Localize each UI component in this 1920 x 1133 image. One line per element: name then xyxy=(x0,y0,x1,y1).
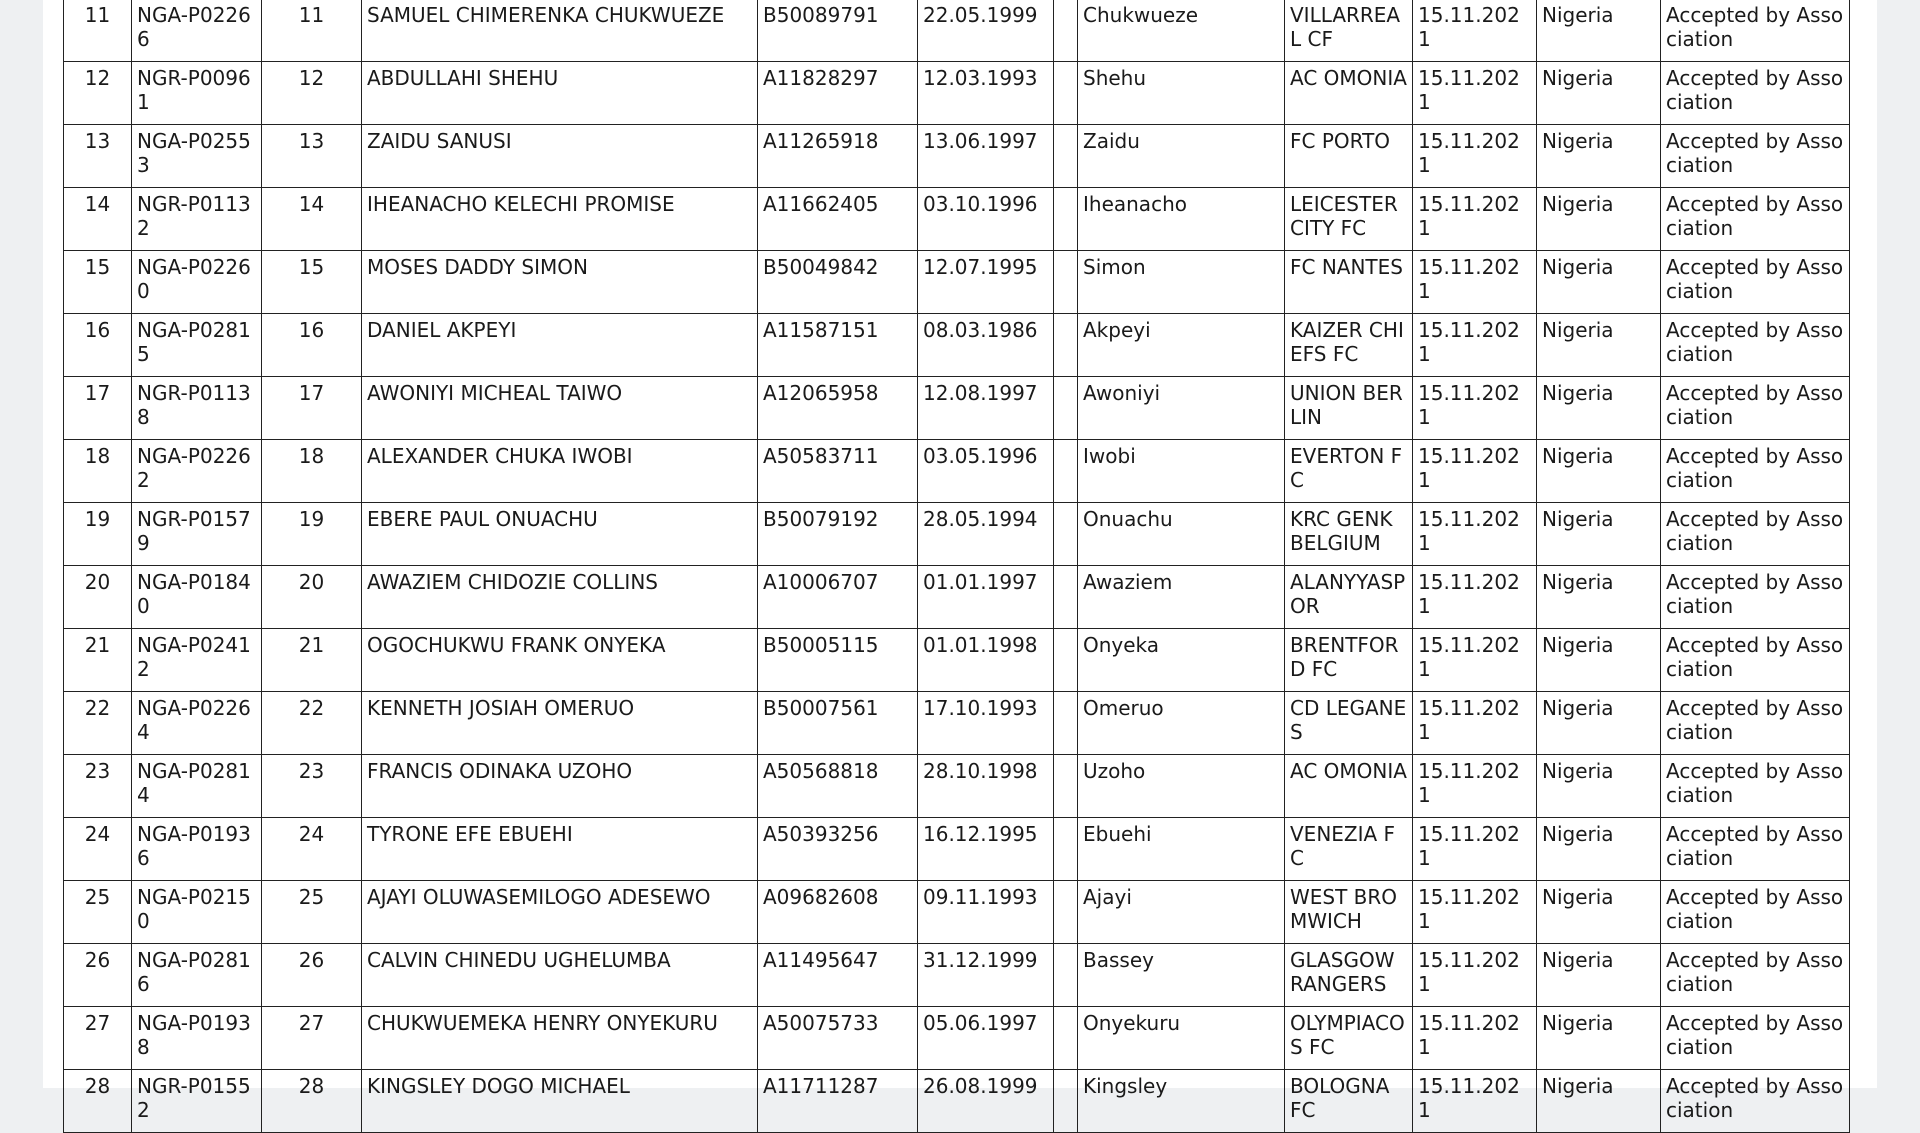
country: Nigeria xyxy=(1537,377,1661,440)
table-row xyxy=(64,818,1850,881)
passport-number: A50075733 xyxy=(758,1007,918,1070)
club-name: LEICESTER CITY FC xyxy=(1285,188,1413,251)
player-id: NGR-P01138 xyxy=(132,377,262,440)
row-number: 25 xyxy=(64,881,132,944)
player-short-name: Chukwueze xyxy=(1078,0,1285,62)
player-id: NGA-P01936 xyxy=(132,818,262,881)
shirt-number: 18 xyxy=(262,440,362,503)
player-full-name: AJAYI OLUWASEMILOGO ADESEWO xyxy=(362,881,758,944)
table-row xyxy=(64,1070,1850,1133)
country: Nigeria xyxy=(1537,944,1661,1007)
club-name: WEST BROMWICH xyxy=(1285,881,1413,944)
row-number: 20 xyxy=(64,566,132,629)
table-row xyxy=(64,377,1850,440)
row-number: 23 xyxy=(64,755,132,818)
club-name: AC OMONIA xyxy=(1285,755,1413,818)
date-of-birth: 01.01.1998 xyxy=(918,629,1054,692)
player-short-name: Onyekuru xyxy=(1078,1007,1285,1070)
passport-number: A12065958 xyxy=(758,377,918,440)
registration-status: Accepted by Association xyxy=(1661,251,1850,314)
registration-date: 15.11.2021 xyxy=(1413,881,1537,944)
row-number: 22 xyxy=(64,692,132,755)
registration-date: 15.11.2021 xyxy=(1413,1007,1537,1070)
table-row xyxy=(64,629,1850,692)
player-full-name: KINGSLEY DOGO MICHAEL xyxy=(362,1070,758,1133)
registration-status: Accepted by Association xyxy=(1661,314,1850,377)
registration-date: 15.11.2021 xyxy=(1413,377,1537,440)
player-short-name: Ajayi xyxy=(1078,881,1285,944)
row-number: 14 xyxy=(64,188,132,251)
player-short-name: Onyeka xyxy=(1078,629,1285,692)
registration-date: 15.11.2021 xyxy=(1413,251,1537,314)
country: Nigeria xyxy=(1537,440,1661,503)
player-id: NGR-P01132 xyxy=(132,188,262,251)
table-row xyxy=(64,881,1850,944)
passport-number: A50568818 xyxy=(758,755,918,818)
row-number: 24 xyxy=(64,818,132,881)
player-short-name: Bassey xyxy=(1078,944,1285,1007)
empty-cell xyxy=(1054,62,1078,125)
club-name: BOLOGNA FC xyxy=(1285,1070,1413,1133)
registration-status: Accepted by Association xyxy=(1661,1070,1850,1133)
player-full-name: DANIEL AKPEYI xyxy=(362,314,758,377)
empty-cell xyxy=(1054,566,1078,629)
empty-cell xyxy=(1054,125,1078,188)
passport-number: B50005115 xyxy=(758,629,918,692)
date-of-birth: 26.08.1999 xyxy=(918,1070,1054,1133)
passport-number: A50583711 xyxy=(758,440,918,503)
row-number: 19 xyxy=(64,503,132,566)
country: Nigeria xyxy=(1537,125,1661,188)
player-id: NGA-P01840 xyxy=(132,566,262,629)
player-short-name: Shehu xyxy=(1078,62,1285,125)
table-row xyxy=(64,251,1850,314)
registration-status: Accepted by Association xyxy=(1661,629,1850,692)
registration-status: Accepted by Association xyxy=(1661,125,1850,188)
shirt-number: 28 xyxy=(262,1070,362,1133)
player-full-name: ABDULLAHI SHEHU xyxy=(362,62,758,125)
date-of-birth: 13.06.1997 xyxy=(918,125,1054,188)
registration-status: Accepted by Association xyxy=(1661,818,1850,881)
player-full-name: TYRONE EFE EBUEHI xyxy=(362,818,758,881)
date-of-birth: 17.10.1993 xyxy=(918,692,1054,755)
registration-status: Accepted by Association xyxy=(1661,62,1850,125)
passport-number: A09682608 xyxy=(758,881,918,944)
country: Nigeria xyxy=(1537,251,1661,314)
registration-date: 15.11.2021 xyxy=(1413,188,1537,251)
player-full-name: ZAIDU SANUSI xyxy=(362,125,758,188)
registration-date: 15.11.2021 xyxy=(1413,629,1537,692)
passport-number: A11587151 xyxy=(758,314,918,377)
player-short-name: Iwobi xyxy=(1078,440,1285,503)
player-short-name: Simon xyxy=(1078,251,1285,314)
country: Nigeria xyxy=(1537,1007,1661,1070)
roster-body xyxy=(64,0,1850,1133)
date-of-birth: 31.12.1999 xyxy=(918,944,1054,1007)
empty-cell xyxy=(1054,251,1078,314)
passport-number: B50007561 xyxy=(758,692,918,755)
empty-cell xyxy=(1054,944,1078,1007)
club-name: UNION BERLIN xyxy=(1285,377,1413,440)
player-id: NGR-P00961 xyxy=(132,62,262,125)
date-of-birth: 16.12.1995 xyxy=(918,818,1054,881)
player-id: NGA-P02266 xyxy=(132,0,262,62)
empty-cell xyxy=(1054,440,1078,503)
table-row xyxy=(64,188,1850,251)
shirt-number: 24 xyxy=(262,818,362,881)
empty-cell xyxy=(1054,629,1078,692)
empty-cell xyxy=(1054,1070,1078,1133)
country: Nigeria xyxy=(1537,62,1661,125)
country: Nigeria xyxy=(1537,1070,1661,1133)
empty-cell xyxy=(1054,314,1078,377)
shirt-number: 17 xyxy=(262,377,362,440)
table-row xyxy=(64,692,1850,755)
player-id: NGA-P02816 xyxy=(132,944,262,1007)
club-name: VENEZIA FC xyxy=(1285,818,1413,881)
shirt-number: 20 xyxy=(262,566,362,629)
passport-number: A11495647 xyxy=(758,944,918,1007)
shirt-number: 22 xyxy=(262,692,362,755)
player-short-name: Akpeyi xyxy=(1078,314,1285,377)
player-short-name: Awoniyi xyxy=(1078,377,1285,440)
date-of-birth: 03.10.1996 xyxy=(918,188,1054,251)
registration-date: 15.11.2021 xyxy=(1413,566,1537,629)
country: Nigeria xyxy=(1537,0,1661,62)
player-id: NGA-P02553 xyxy=(132,125,262,188)
registration-date: 15.11.2021 xyxy=(1413,314,1537,377)
registration-date: 15.11.2021 xyxy=(1413,944,1537,1007)
table-row xyxy=(64,125,1850,188)
table-row xyxy=(64,755,1850,818)
registration-status: Accepted by Association xyxy=(1661,692,1850,755)
table-row xyxy=(64,0,1850,62)
club-name: EVERTON FC xyxy=(1285,440,1413,503)
empty-cell xyxy=(1054,1007,1078,1070)
registration-date: 15.11.2021 xyxy=(1413,0,1537,62)
registration-status: Accepted by Association xyxy=(1661,881,1850,944)
club-name: ALANYYASPOR xyxy=(1285,566,1413,629)
shirt-number: 21 xyxy=(262,629,362,692)
registration-date: 15.11.2021 xyxy=(1413,1070,1537,1133)
shirt-number: 25 xyxy=(262,881,362,944)
date-of-birth: 01.01.1997 xyxy=(918,566,1054,629)
registration-status: Accepted by Association xyxy=(1661,188,1850,251)
registration-date: 15.11.2021 xyxy=(1413,440,1537,503)
row-number: 15 xyxy=(64,251,132,314)
shirt-number: 27 xyxy=(262,1007,362,1070)
player-full-name: EBERE PAUL ONUACHU xyxy=(362,503,758,566)
empty-cell xyxy=(1054,0,1078,62)
row-number: 11 xyxy=(64,0,132,62)
player-full-name: OGOCHUKWU FRANK ONYEKA xyxy=(362,629,758,692)
shirt-number: 26 xyxy=(262,944,362,1007)
club-name: CD LEGANES xyxy=(1285,692,1413,755)
shirt-number: 16 xyxy=(262,314,362,377)
player-full-name: SAMUEL CHIMERENKA CHUKWUEZE xyxy=(362,0,758,62)
row-number: 28 xyxy=(64,1070,132,1133)
row-number: 21 xyxy=(64,629,132,692)
passport-number: B50079192 xyxy=(758,503,918,566)
player-full-name: ALEXANDER CHUKA IWOBI xyxy=(362,440,758,503)
player-short-name: Zaidu xyxy=(1078,125,1285,188)
club-name: BRENTFORD FC xyxy=(1285,629,1413,692)
shirt-number: 11 xyxy=(262,0,362,62)
country: Nigeria xyxy=(1537,629,1661,692)
country: Nigeria xyxy=(1537,188,1661,251)
country: Nigeria xyxy=(1537,503,1661,566)
registration-date: 15.11.2021 xyxy=(1413,503,1537,566)
player-id: NGA-P02814 xyxy=(132,755,262,818)
date-of-birth: 03.05.1996 xyxy=(918,440,1054,503)
shirt-number: 13 xyxy=(262,125,362,188)
empty-cell xyxy=(1054,818,1078,881)
player-roster-table xyxy=(63,0,1850,1133)
empty-cell xyxy=(1054,881,1078,944)
passport-number: B50049842 xyxy=(758,251,918,314)
date-of-birth: 22.05.1999 xyxy=(918,0,1054,62)
table-row xyxy=(64,503,1850,566)
country: Nigeria xyxy=(1537,314,1661,377)
registration-status: Accepted by Association xyxy=(1661,0,1850,62)
player-id: NGR-P01552 xyxy=(132,1070,262,1133)
player-id: NGA-P02412 xyxy=(132,629,262,692)
date-of-birth: 12.07.1995 xyxy=(918,251,1054,314)
club-name: FC NANTES xyxy=(1285,251,1413,314)
registration-status: Accepted by Association xyxy=(1661,755,1850,818)
registration-status: Accepted by Association xyxy=(1661,503,1850,566)
player-full-name: FRANCIS ODINAKA UZOHO xyxy=(362,755,758,818)
registration-date: 15.11.2021 xyxy=(1413,125,1537,188)
country: Nigeria xyxy=(1537,566,1661,629)
player-short-name: Kingsley xyxy=(1078,1070,1285,1133)
player-id: NGA-P02150 xyxy=(132,881,262,944)
passport-number: A50393256 xyxy=(758,818,918,881)
registration-status: Accepted by Association xyxy=(1661,566,1850,629)
player-short-name: Uzoho xyxy=(1078,755,1285,818)
date-of-birth: 28.10.1998 xyxy=(918,755,1054,818)
player-short-name: Omeruo xyxy=(1078,692,1285,755)
registration-date: 15.11.2021 xyxy=(1413,62,1537,125)
empty-cell xyxy=(1054,188,1078,251)
date-of-birth: 12.08.1997 xyxy=(918,377,1054,440)
passport-number: B50089791 xyxy=(758,0,918,62)
player-short-name: Ebuehi xyxy=(1078,818,1285,881)
registration-status: Accepted by Association xyxy=(1661,440,1850,503)
passport-number: A11711287 xyxy=(758,1070,918,1133)
player-full-name: CALVIN CHINEDU UGHELUMBA xyxy=(362,944,758,1007)
row-number: 13 xyxy=(64,125,132,188)
player-id: NGA-P02264 xyxy=(132,692,262,755)
player-full-name: AWAZIEM CHIDOZIE COLLINS xyxy=(362,566,758,629)
player-short-name: Awaziem xyxy=(1078,566,1285,629)
player-id: NGA-P02260 xyxy=(132,251,262,314)
shirt-number: 14 xyxy=(262,188,362,251)
table-row xyxy=(64,440,1850,503)
player-full-name: MOSES DADDY SIMON xyxy=(362,251,758,314)
club-name: KAIZER CHIEFS FC xyxy=(1285,314,1413,377)
registration-date: 15.11.2021 xyxy=(1413,818,1537,881)
date-of-birth: 28.05.1994 xyxy=(918,503,1054,566)
registration-status: Accepted by Association xyxy=(1661,377,1850,440)
shirt-number: 23 xyxy=(262,755,362,818)
table-row xyxy=(64,314,1850,377)
table-row xyxy=(64,566,1850,629)
row-number: 26 xyxy=(64,944,132,1007)
player-id: NGA-P01938 xyxy=(132,1007,262,1070)
club-name: VILLARREAL CF xyxy=(1285,0,1413,62)
player-id: NGR-P01579 xyxy=(132,503,262,566)
player-id: NGA-P02262 xyxy=(132,440,262,503)
player-short-name: Onuachu xyxy=(1078,503,1285,566)
row-number: 12 xyxy=(64,62,132,125)
country: Nigeria xyxy=(1537,818,1661,881)
club-name: FC PORTO xyxy=(1285,125,1413,188)
passport-number: A11828297 xyxy=(758,62,918,125)
row-number: 17 xyxy=(64,377,132,440)
club-name: OLYMPIACOS FC xyxy=(1285,1007,1413,1070)
row-number: 27 xyxy=(64,1007,132,1070)
empty-cell xyxy=(1054,377,1078,440)
player-full-name: CHUKWUEMEKA HENRY ONYEKURU xyxy=(362,1007,758,1070)
table-row xyxy=(64,62,1850,125)
shirt-number: 12 xyxy=(262,62,362,125)
registration-status: Accepted by Association xyxy=(1661,1007,1850,1070)
player-full-name: AWONIYI MICHEAL TAIWO xyxy=(362,377,758,440)
registration-date: 15.11.2021 xyxy=(1413,755,1537,818)
shirt-number: 15 xyxy=(262,251,362,314)
country: Nigeria xyxy=(1537,881,1661,944)
club-name: GLASGOW RANGERS xyxy=(1285,944,1413,1007)
document-page xyxy=(43,0,1877,1122)
country: Nigeria xyxy=(1537,755,1661,818)
passport-number: A11265918 xyxy=(758,125,918,188)
registration-date: 15.11.2021 xyxy=(1413,692,1537,755)
date-of-birth: 09.11.1993 xyxy=(918,881,1054,944)
player-full-name: IHEANACHO KELECHI PROMISE xyxy=(362,188,758,251)
registration-status: Accepted by Association xyxy=(1661,944,1850,1007)
row-number: 18 xyxy=(64,440,132,503)
player-short-name: Iheanacho xyxy=(1078,188,1285,251)
date-of-birth: 05.06.1997 xyxy=(918,1007,1054,1070)
empty-cell xyxy=(1054,692,1078,755)
player-full-name: KENNETH JOSIAH OMERUO xyxy=(362,692,758,755)
club-name: KRC GENK BELGIUM xyxy=(1285,503,1413,566)
empty-cell xyxy=(1054,503,1078,566)
table-row xyxy=(64,1007,1850,1070)
row-number: 16 xyxy=(64,314,132,377)
passport-number: A11662405 xyxy=(758,188,918,251)
player-id: NGA-P02815 xyxy=(132,314,262,377)
empty-cell xyxy=(1054,755,1078,818)
date-of-birth: 08.03.1986 xyxy=(918,314,1054,377)
club-name: AC OMONIA xyxy=(1285,62,1413,125)
passport-number: A10006707 xyxy=(758,566,918,629)
country: Nigeria xyxy=(1537,692,1661,755)
date-of-birth: 12.03.1993 xyxy=(918,62,1054,125)
shirt-number: 19 xyxy=(262,503,362,566)
table-row xyxy=(64,944,1850,1007)
